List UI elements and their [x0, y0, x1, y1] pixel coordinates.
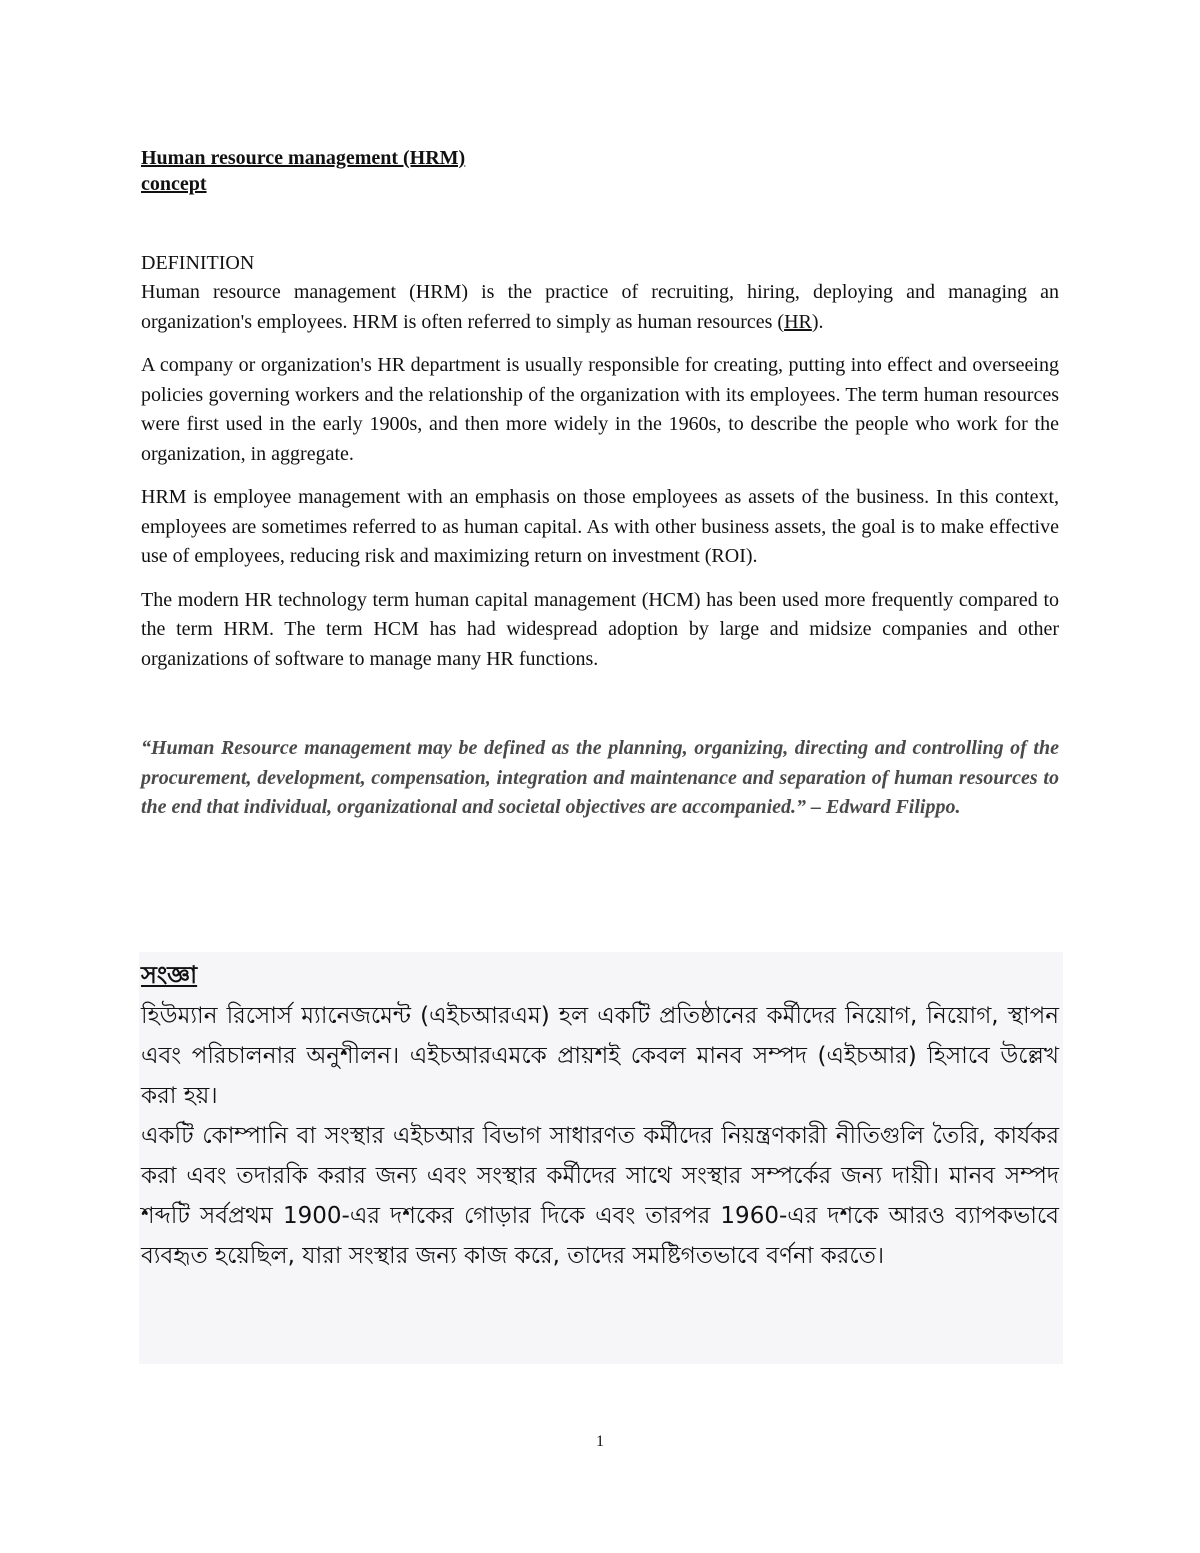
bengali-paragraph-2: একটি কোম্পানি বা সংস্থার এইচআর বিভাগ সাধারণত কর্মীদের নিয়ন্ত্রণকারী নীতিগুলি তৈরি, কার্যকর করা এবং তদারকি করার জন্য এবং সংস্থার কর্মীদের সাথে সংস্থার সম্পর্কের জন্য দায়ী। মানব সম্পদ শব্দটি সর্বপ্রথম 1900-এর দশকের গোড়ার দিকে এবং তারপর 1960-এর দশকে আরও ব্যাপকভাবে ব্যবহৃত হয়েছিল, যারা সংস্থার জন্য কাজ করে, তাদের সমষ্টিগতভাবে বর্ণনা করতে।	[141, 1123, 1059, 1269]
definition-text: Human resource management (HRM) is the practice of recruiting, hiring, deploying and managing an organization's employees. HRM is often referred to simply as human resources (	[141, 281, 1059, 333]
hr-department-paragraph: A company or organization's HR department is usually responsible for creating, putting into effect and overseeing policies governing workers and the relationship of the organization with its employees. The term human resources were first used in the early 1900s, and then more widely in the 1960s, to describe the people who work for the organization, in aggregate.	[141, 354, 1059, 465]
document-body	[141, 145, 1059, 823]
hr-link[interactable]: HR	[784, 310, 812, 333]
bengali-heading: সংজ্ঞা	[141, 961, 198, 989]
page-number: 1	[596, 1433, 604, 1450]
bengali-paragraph-1: হিউম্যান রিসোর্স ম্যানেজমেন্ট (এইচআরএম) হল একটি প্রতিষ্ঠানের কর্মীদের নিয়োগ, নিয়োগ, স্থাপন এবং পরিচালনার অনুশীলন। এইচআরএমকে প্রায়শই কেবল মানব সম্পদ (এইচআর) হিসাবে উল্লেখ করা হয়।	[141, 1003, 1059, 1109]
definition-label: DEFINITION	[141, 252, 255, 274]
employee-management-paragraph: HRM is employee management with an emphasis on those employees as assets of the business. In this context, employees are sometimes referred to as human capital. As with other business assets, the goal is to make effective use of employees, reducing risk and maximizing return on investment (ROI).	[141, 486, 1059, 567]
definition-text-end: ).	[811, 310, 824, 333]
hcm-paragraph: The modern HR technology term human capital management (HCM) has been used more frequently compared to the term HRM. The term HCM has had widespread adoption by large and midsize companies and other organizations of software to manage many HR functions.	[141, 588, 1059, 670]
document-subtitle: concept	[141, 173, 207, 195]
document-title: Human resource management (HRM)	[141, 147, 466, 169]
bengali-section	[139, 952, 1063, 1364]
definition-paragraph	[141, 278, 1059, 337]
filippo-quote: “Human Resource management may be defined as the planning, organizing, directing and controlling of the procurement, development, compensation, integration and maintenance and separation of human resources to the end that individual, organizational and societal objectives are accompanied.” – Edward Filippo.	[141, 737, 1059, 818]
